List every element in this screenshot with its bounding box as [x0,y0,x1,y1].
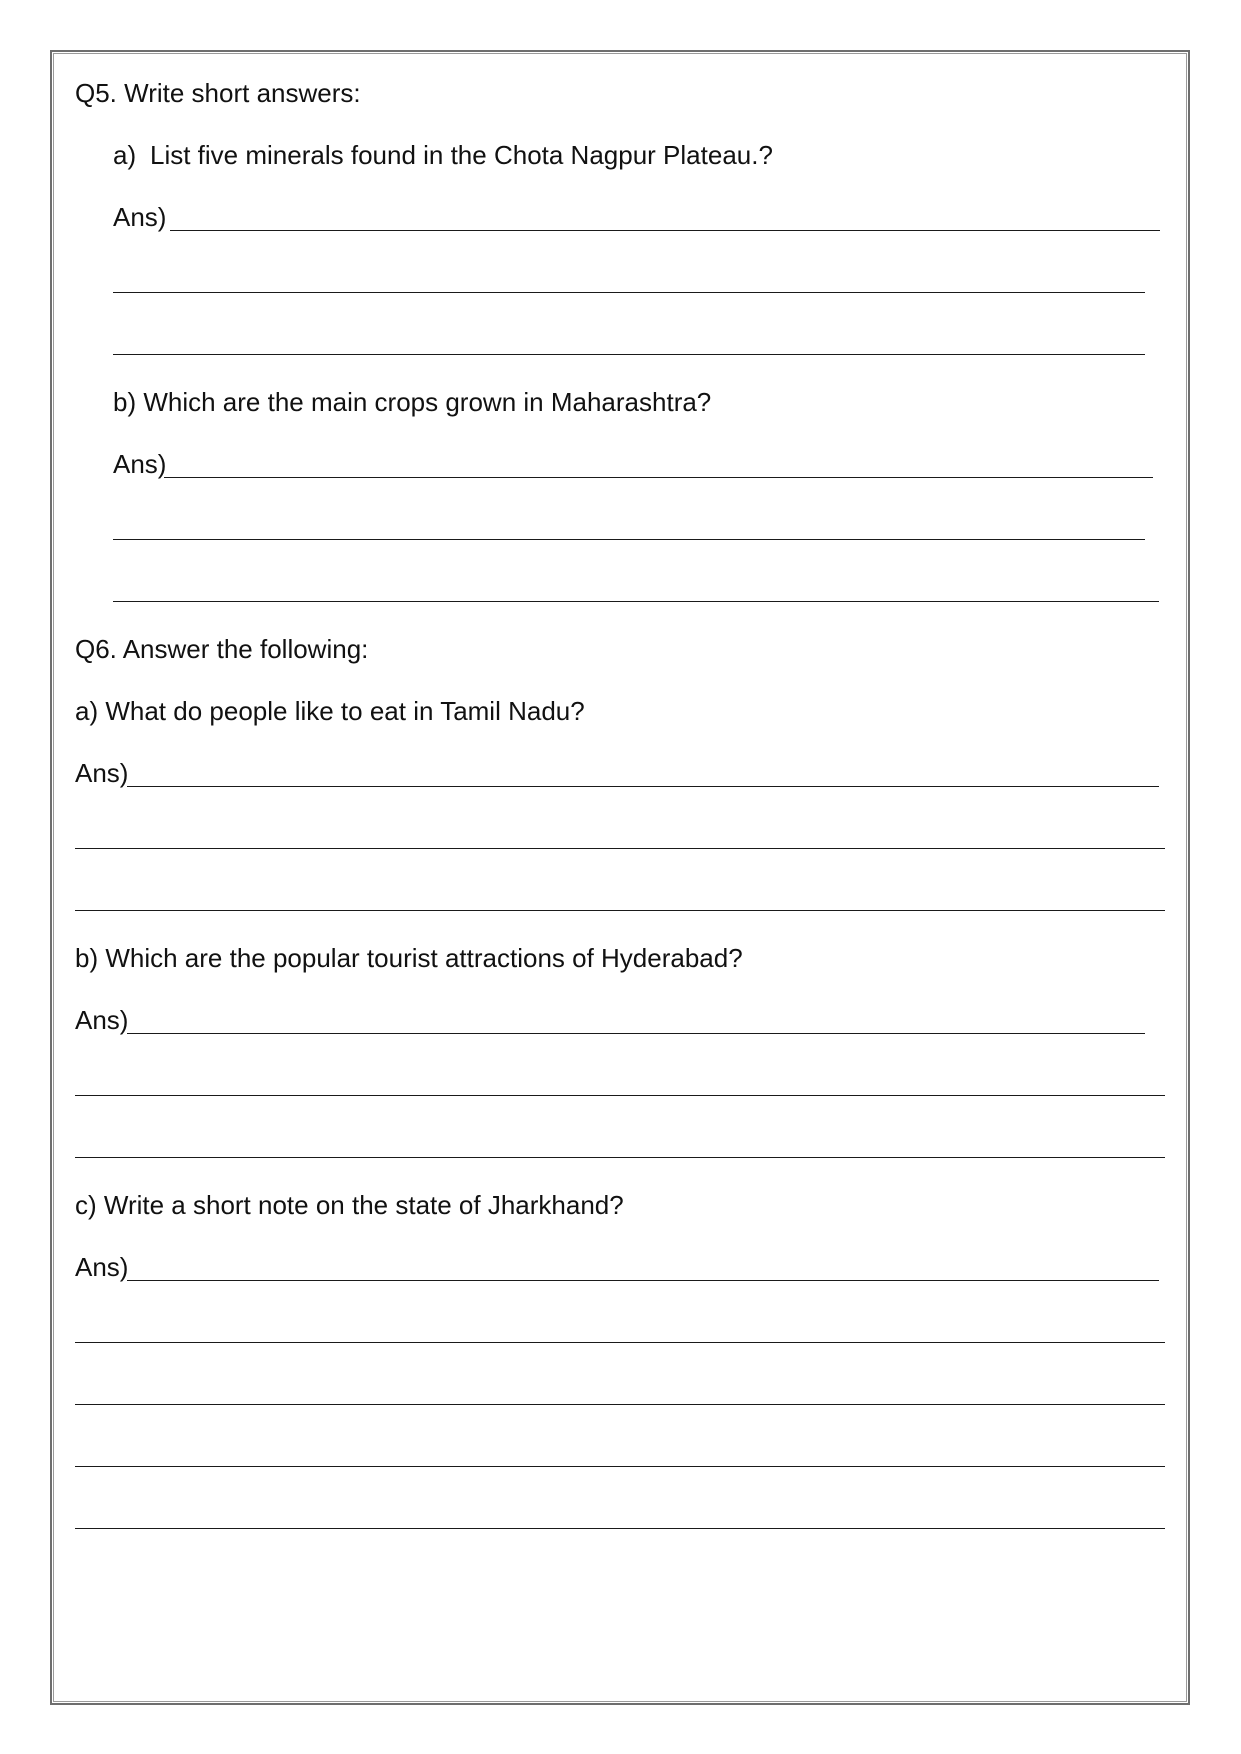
q5-title: Q5. Write short answers: [75,78,361,108]
q6-b-ans-label: Ans) [75,1005,129,1035]
q6-title: Q6. Answer the following: [75,634,369,664]
q5-a-ans-label: Ans) [113,202,167,232]
q6-c-answer-line-2[interactable] [75,1342,1165,1343]
q6-c-ans-label: Ans) [75,1252,129,1282]
q6-c-answer-line-1[interactable] [127,1280,1159,1281]
q6-a-answer-line-3[interactable] [75,910,1165,911]
q6-b-question: b) Which are the popular tourist attractions of Hyderabad? [75,943,743,973]
q6-b-answer-line-3[interactable] [75,1157,1165,1158]
page-border-inner [53,53,1187,1702]
q5-a-answer-line-2[interactable] [113,292,1145,293]
q5-a-question: List five minerals found in the Chota Nagpur Plateau.? [150,140,773,170]
q5-a-answer-line-3[interactable] [113,354,1145,355]
q6-a-answer-line-1[interactable] [127,786,1159,787]
q5-b-question: b) Which are the main crops grown in Maharashtra? [113,387,712,417]
q6-c-answer-line-3[interactable] [75,1404,1165,1405]
q5-b-ans-label: Ans) [113,449,167,479]
q6-c-answer-line-4[interactable] [75,1466,1165,1467]
q5-b-answer-line-2[interactable] [113,539,1145,540]
q6-a-question: a) What do people like to eat in Tamil Nadu? [75,696,585,726]
q5-b-answer-line-3[interactable] [113,601,1159,602]
q5-a-answer-line-1[interactable] [170,230,1160,231]
q5-b-answer-line-1[interactable] [164,477,1153,478]
q6-c-answer-line-5[interactable] [75,1528,1165,1529]
q6-c-question: c) Write a short note on the state of Jharkhand? [75,1190,624,1220]
q6-a-answer-line-2[interactable] [75,848,1165,849]
q5-a-label: a) [113,140,137,170]
q6-b-answer-line-2[interactable] [75,1095,1165,1096]
q6-a-ans-label: Ans) [75,758,129,788]
q6-b-answer-line-1[interactable] [127,1033,1145,1034]
